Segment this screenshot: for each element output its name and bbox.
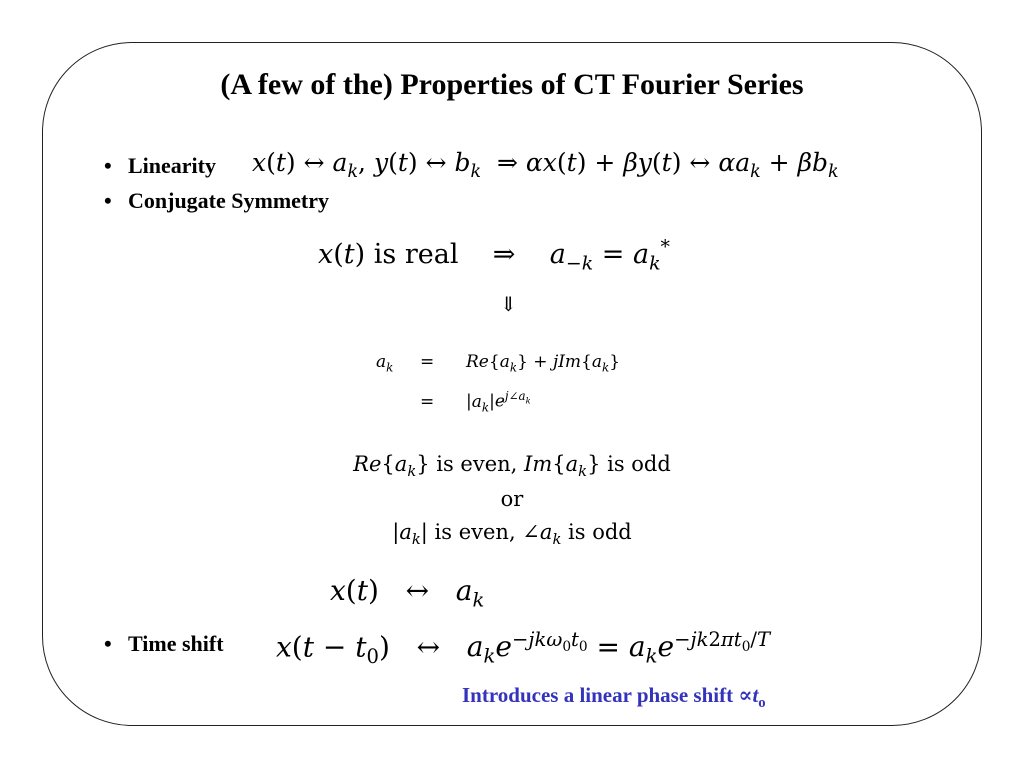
is-odd-text: is odd [568, 520, 632, 544]
bullet-label: Linearity [128, 153, 216, 178]
bullet-label: Time shift [128, 631, 224, 656]
phase-shift-note [462, 682, 766, 712]
note-variable: t [752, 683, 759, 707]
slide-title: (A few of the) Properties of CT Fourier Series [220, 68, 804, 101]
note-subscript: o [758, 695, 766, 712]
is-real-text: is real [373, 239, 459, 270]
fourier-pair-equation: x(t) ↔ $a_k$ [330, 574, 485, 612]
equation-row: $a_k = Re\{a_k\} + jIm\{a_k\}$ [376, 352, 621, 375]
note-text: Introduces a linear phase shift ∝ [462, 683, 753, 707]
bullet-conjugate-symmetry [104, 188, 329, 214]
implies-down-arrow: ⇓ [500, 292, 517, 316]
bullet-linearity [104, 153, 216, 179]
even-odd-real-imag: $Re\{a_k\}$ is even, $Im\{a_k\}$ is odd [353, 452, 671, 481]
bullet-dot-icon: • [104, 188, 112, 213]
equation-row: = $|a_k|e^{j\angle a_k}$ [420, 389, 531, 415]
is-even-text: is even, [436, 452, 518, 476]
even-odd-mag-phase: $|a_k|$ is even, $\angle a_k$ is odd [392, 520, 632, 549]
time-shift-equation: $x(t - t_0)$ ↔ $a_ke^{-jk\omega_0t_0} = a_ke^{-jk2\pi t_0/T}$ [276, 628, 771, 668]
is-even-text: is even, [434, 520, 516, 544]
linearity-equation: x(t) ↔ $a_k$, y(t) ↔ $b_k$ ⇒ αx(t) + βy(t) ↔ $\alpha a_k + \beta b_k$ [252, 148, 839, 182]
is-odd-text: is odd [607, 452, 671, 476]
real-signal-equation: x(t) is real ⇒ $a_{-k} = a_k^*$ [318, 236, 670, 275]
bullet-dot-icon: • [104, 631, 112, 656]
bullet-dot-icon: • [104, 153, 112, 178]
polar-form-equations [376, 352, 620, 426]
bullet-label: Conjugate Symmetry [128, 188, 330, 213]
or-text: or [500, 487, 524, 511]
bullet-time-shift [104, 631, 224, 657]
